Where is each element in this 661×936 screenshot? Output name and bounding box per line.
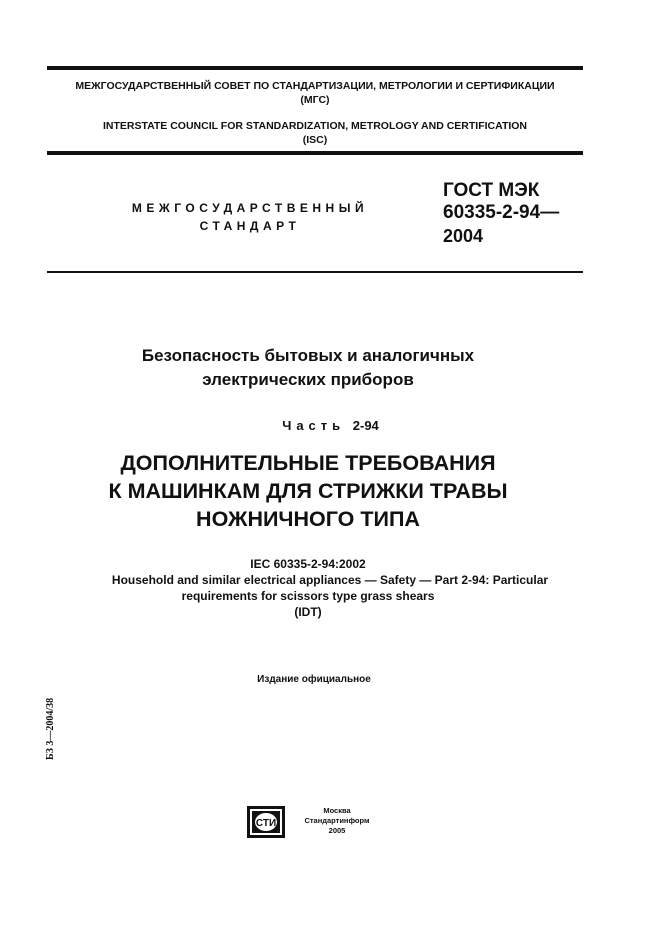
title-line2: электрических приборов xyxy=(202,370,414,389)
council-ru-abbr: (МГС) xyxy=(300,94,330,106)
gost-designation-line1: ГОСТ МЭК xyxy=(443,180,540,201)
subtitle-line1: ДОПОЛНИТЕЛЬНЫЕ ТРЕБОВАНИЯ xyxy=(120,451,496,475)
iec-title-line1: Household and similar electrical appliances — Safety — Part 2-94: Particular xyxy=(111,573,549,587)
iec-code: IEC 60335-2-94:2002 xyxy=(250,557,366,571)
part-line xyxy=(0,418,661,433)
iec-title-line2: requirements for scissors type grass shears xyxy=(181,589,435,603)
designation-rule xyxy=(47,271,583,273)
publisher-info xyxy=(292,806,382,836)
title-line1: Безопасность бытовых и аналогичных xyxy=(141,346,475,365)
gost-designation-year: 2004 xyxy=(443,226,484,246)
header-bottom-rule xyxy=(47,151,583,155)
standard-type-line1: МЕЖГОСУДАРСТВЕННЫЙ xyxy=(131,201,369,215)
gost-designation-line2: 60335-2-94— xyxy=(443,202,560,223)
publisher-logo xyxy=(247,806,285,838)
edition-label: Издание официальное xyxy=(257,674,371,685)
part-label: Часть xyxy=(282,418,346,433)
council-en-name: INTERSTATE COUNCIL FOR STANDARDIZATION, METROLOGY AND CERTIFICATION xyxy=(102,120,528,132)
subtitle-line3: НОЖНИЧНОГО ТИПА xyxy=(196,507,420,531)
subtitle-line2: К МАШИНКАМ ДЛЯ СТРИЖКИ ТРАВЫ xyxy=(108,479,508,503)
publisher-logo-icon xyxy=(247,806,285,838)
publisher-logo-text: СТИ xyxy=(255,818,277,829)
top-rule xyxy=(47,66,583,70)
publisher-name: Стандартинформ xyxy=(304,816,370,825)
standard-type-line2: СТАНДАРТ xyxy=(199,219,301,233)
part-number: 2-94 xyxy=(352,418,379,433)
publisher-city: Москва xyxy=(323,806,351,815)
publisher-year: 2005 xyxy=(328,826,346,835)
council-ru-name: МЕЖГОСУДАРСТВЕННЫЙ СОВЕТ ПО СТАНДАРТИЗАЦИИ, МЕТРОЛОГИИ И СЕРТИФИКАЦИИ xyxy=(75,80,555,92)
side-code: БЗ 3—2004/38 xyxy=(45,697,56,760)
iec-degree: (IDT) xyxy=(294,605,322,619)
council-en-abbr: (ISC) xyxy=(302,134,328,146)
